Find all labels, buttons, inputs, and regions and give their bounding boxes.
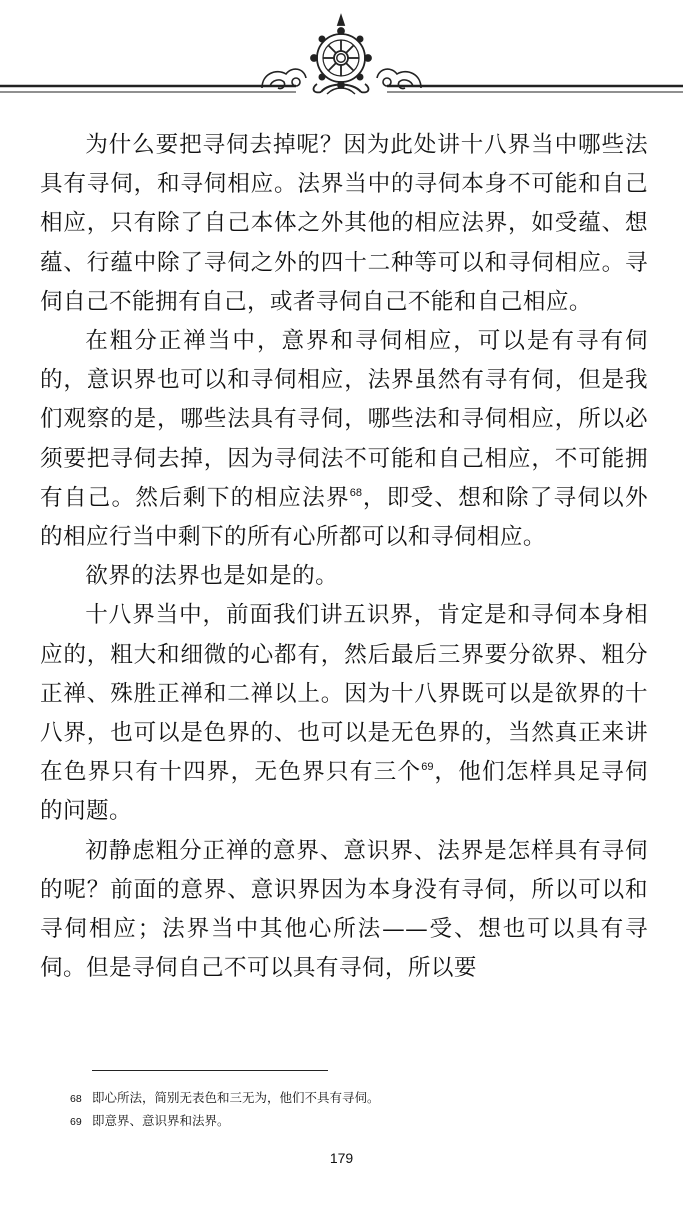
footnote-reference[interactable]: 69 bbox=[421, 761, 434, 774]
paragraph-text: 为什么要把寻伺去掉呢？因为此处讲十八界当中哪些法具有寻伺，和寻伺相应。法界当中的寻伺本身不可能和自己相应，只有除了自己本体之外其他的相应法界，如受蕴、想蕴、行蕴中除了寻伺之外的四十二种等可以和寻伺相应。寻伺自己不能拥有自己，或者寻伺自己不能和自己相应。 bbox=[40, 132, 648, 315]
paragraph bbox=[40, 557, 648, 596]
dharma-wheel-icon bbox=[311, 16, 371, 94]
paragraph-text: 十八界当中，前面我们讲五识界，肯定是和寻伺本身相应的，粗大和细微的心都有，然后最后三界要分欲界、粗分正禅、殊胜正禅和二禅以上。因为十八界既可以是欲界的十八界，也可以是色界的、也可以是无色界的，当然真正来讲在色界只有十四界，无色界只有三个 bbox=[40, 602, 648, 786]
footnote-number: 68 bbox=[70, 1093, 82, 1105]
footnote bbox=[70, 1087, 650, 1110]
footnote-text: 即意界、意识界和法界。 bbox=[92, 1113, 230, 1128]
paragraph-text: 初静虑粗分正禅的意界、意识界、法界是怎样具有寻伺的呢？前面的意界、意识界因为本身没有寻伺，所以可以和寻伺相应；法界当中其他心所法——受、想也可以具有寻伺。但是寻伺自己不可以具有寻伺，所以要 bbox=[40, 837, 648, 982]
paragraph-text: 在粗分正禅当中，意界和寻伺相应，可以是有寻有伺的，意识界也可以和寻伺相应，法界虽然有寻有伺，但是我们观察的是，哪些法具有寻伺，哪些法和寻伺相应，所以必须要把寻伺去掉，因为寻伺法不可能和自己相应，不可能拥有自己。然后剩下的相应法界 bbox=[40, 328, 648, 511]
page-number: 179 bbox=[329, 1150, 354, 1166]
footnote-number: 69 bbox=[70, 1116, 82, 1128]
paragraph-text: ，即受、想和除了寻伺以外的相应行当中剩下的所有心所都可以和寻伺相应。 bbox=[40, 484, 648, 551]
paragraph bbox=[40, 126, 648, 322]
footnote-reference[interactable]: 68 bbox=[349, 486, 363, 499]
paragraph-text: 欲界的法界也是如是的。 bbox=[85, 563, 339, 590]
header-ornament bbox=[0, 0, 683, 110]
footnote-divider bbox=[92, 1070, 328, 1071]
body-text bbox=[40, 126, 648, 988]
paragraph bbox=[40, 596, 648, 831]
footnote bbox=[70, 1110, 650, 1133]
paragraph-text: ，他们怎样具足寻伺的问题。 bbox=[40, 759, 648, 825]
paragraph bbox=[40, 832, 648, 989]
footnotes bbox=[70, 1087, 650, 1133]
footnote-text: 即心所法，简别无表色和三无为，他们不具有寻伺。 bbox=[92, 1090, 380, 1105]
paragraph bbox=[40, 322, 648, 557]
